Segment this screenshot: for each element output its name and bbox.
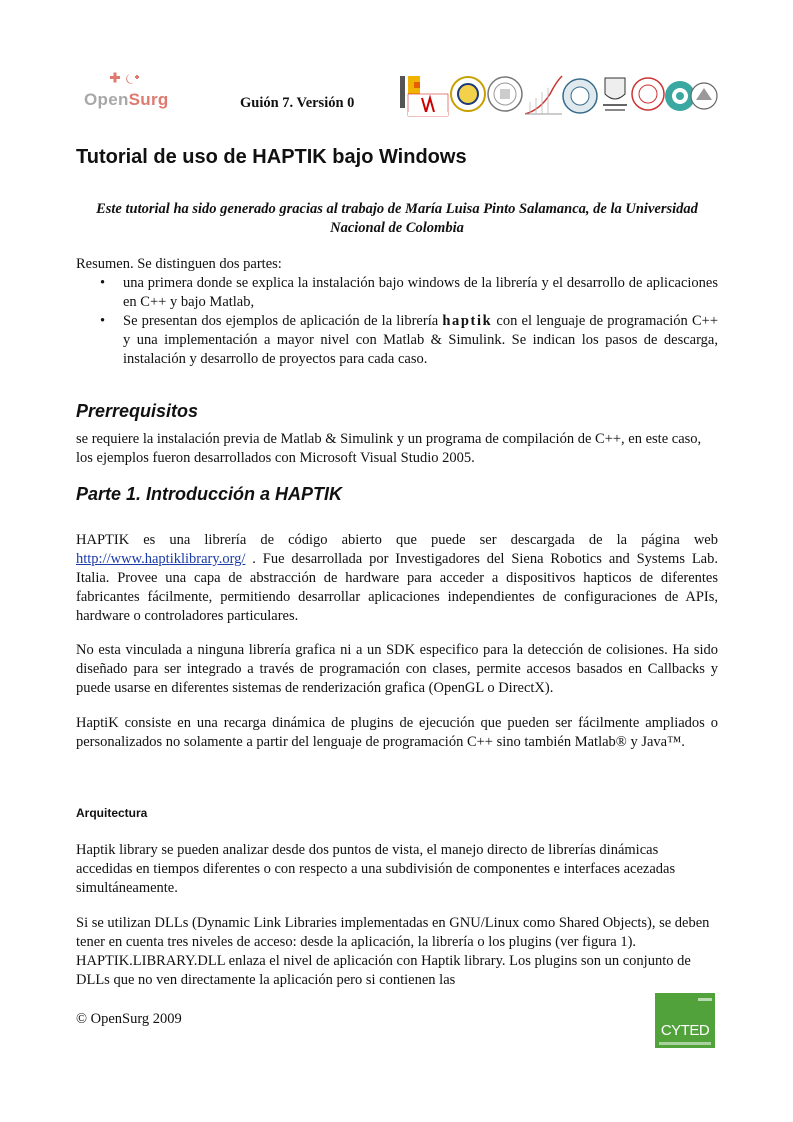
copyright: © OpenSurg 2009 bbox=[76, 1011, 182, 1027]
cyted-sub-bar bbox=[659, 1042, 711, 1045]
opensurg-crosses-icon bbox=[102, 72, 142, 90]
unicauca-logo-icon bbox=[603, 78, 627, 111]
seal-yellow-icon bbox=[451, 77, 485, 111]
summary-section bbox=[76, 255, 718, 369]
arquitectura-heading: Arquitectura bbox=[76, 806, 148, 820]
seal-gray-icon bbox=[488, 77, 522, 111]
seal-red-icon bbox=[632, 78, 664, 110]
university-logos-strip bbox=[400, 74, 718, 118]
credits: Este tutorial ha sido generado gracias al trabajo de María Luisa Pinto Salamanca, de la Universidad Nacional de Colombia bbox=[96, 201, 698, 236]
opensurg-wordmark: OpenSurg bbox=[84, 90, 169, 109]
haptik-library-link[interactable]: http://www.haptiklibrary.org/ bbox=[76, 551, 246, 567]
haptik-bold-term: haptik bbox=[442, 313, 493, 329]
umh-logo-icon bbox=[400, 76, 448, 116]
summary-intro: Resumen. Se distinguen dos partes: bbox=[76, 256, 282, 272]
seal-gray-2-icon bbox=[691, 83, 717, 109]
cyted-label: CYTED bbox=[660, 1022, 710, 1039]
opensurg-logo bbox=[80, 70, 190, 115]
list-item: • Se presentan dos ejemplos de aplicación de la librería haptik con el lenguaje de programación C++ y una implementación a mayor nivel con Matlab & Simulink. Se indican los pasos de descarga, instalación y desarrollo de proyectos para cada caso. bbox=[100, 313, 718, 367]
bullet-icon: • bbox=[100, 313, 106, 329]
curve-logo-icon bbox=[525, 76, 562, 114]
bullet-icon: • bbox=[100, 275, 106, 291]
summary-list bbox=[76, 274, 718, 369]
part1-heading: Parte 1. Introducción a HAPTIK bbox=[76, 484, 343, 504]
paragraph-no-vinculada: No esta vinculada a ninguna librería grafica ni a un SDK especifico para la detección de colisiones. Ha sido diseñado para ser integrado a través de programación con clases, permite accesos basados en Callbacks y puede usarse en diferentes sistemas de renderización grafica (OpenGL o DirectX). bbox=[76, 642, 718, 696]
prereq-text: se requiere la instalación previa de Matlab & Simulink y un programa de compilación de C++, en este caso, los ejemplos fueron desarrollados con Microsoft Visual Studio 2005. bbox=[76, 431, 702, 466]
cyted-logo bbox=[655, 993, 715, 1048]
prereq-heading: Prerrequisitos bbox=[76, 401, 199, 421]
paragraph-plugins: HaptiK consiste en una recarga dinámica de plugins de ejecución que pueden ser fácilmente ampliados o personalizados no solamente a partir del lenguaje de programación C++ sino también Matlab® y Java™. bbox=[76, 715, 718, 750]
paragraph-arquitectura: Haptik library se pueden analizar desde dos puntos de vista, el manejo directo de librerías dinámicas accedidas en tiempos diferentes o con respecto a una subdivisión de componentes e interfaces acezadas simultáneamente. bbox=[76, 842, 676, 896]
cyted-top-bar bbox=[698, 998, 712, 1001]
paragraph-intro: HAPTIK es una librería de código abierto que puede ser descargada de la página web http://www.haptiklibrary.org/ . Fue desarrollada por Investigadores del Siena Robotics and Systems Lab. Italia. Provee una capa de abstracción de hardware para acceder a dispositivos hapticos de diferentes fabricantes fácilmente, permitiendo desarrollar aplicaciones independientes de configuraciones de APIs, hardware o controladores particulares. bbox=[76, 532, 718, 624]
list-item: • una primera donde se explica la instalación bajo windows de la librería y el desarrollo de aplicaciones en C++ y bajo Matlab, bbox=[100, 275, 718, 310]
document-title: Tutorial de uso de HAPTIK bajo Windows bbox=[76, 146, 467, 168]
seal-blue-icon bbox=[563, 79, 597, 113]
paragraph-dlls: Si se utilizan DLLs (Dynamic Link Libraries implementadas en GNU/Linux como Shared Objects), se deben tener en cuenta tres niveles de acceso: desde la aplicación, la librería o los plugins (ver figura 1). HAPTIK.LIBRARY.DLL enlaza el nivel de aplicación con Haptik library. Los plugins son un conjunto de DLLs que no ven directamente la aplicación pero si contienen las bbox=[76, 915, 710, 988]
guion-version: Guión 7. Versión 0 bbox=[240, 95, 355, 111]
